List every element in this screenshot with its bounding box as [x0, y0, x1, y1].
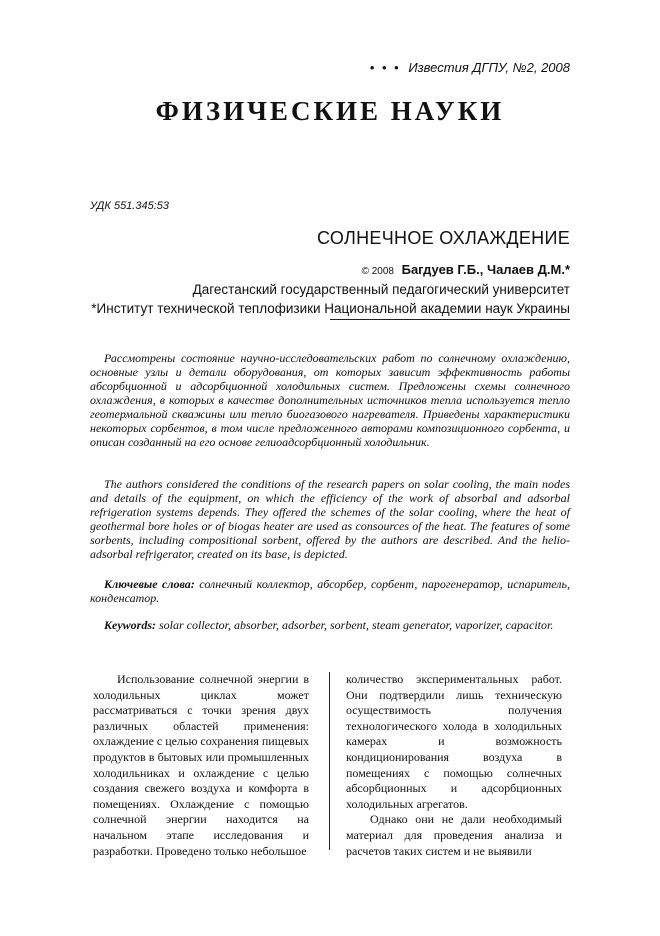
keywords-english-text: solar collector, absorber, adsorber, sorbent, steam generator, vaporizer, capacitor.	[156, 618, 554, 632]
body-paragraph: количество экспериментальных работ. Они подтвердили лишь техническую осуществимость получения технологического холода в холодильных камерах и возможность кондиционирования воздуха в помещениях с помощью солнечных абсорбционных и адсорбционных холодильных агрегатов.	[346, 672, 562, 811]
abstract-russian-text: Рассмотрены состояние научно-исследовательских работ по солнечному охлаждению, основные узлы и детали оборудования, от которых зависит эффективность работы абсорбционной и адсорбционной холодильных систем. Предложены схемы солнечного охлаждения, в которых в качестве дополнительных источников тепла используется тепло геотермальной скважины или тепло биогазового нагревателя. Приведены характеристики некоторых сорбентов, в том числе предложенного авторами композиционного сорбента, и описан созданный на его основе гелиоадсорбционный холодильник.	[90, 351, 570, 449]
keywords-russian-text: солнечный коллектор, абсорбер, сорбент, парогенератор, испаритель, конденсатор.	[90, 577, 570, 605]
udc-code: УДК 551.345:53	[90, 200, 170, 212]
body-column-right	[346, 672, 562, 859]
abstract-russian	[90, 351, 570, 449]
body-column-left	[93, 672, 309, 859]
running-head	[370, 60, 570, 75]
body-paragraph: Использование солнечной энергии в холодильных циклах может рассматриваться с точки зрения двух различных областей применения: охлаждение с целью сохранения пищевых продуктов в бытовых или промышленных холодильниках и охлаждение с целью создания свежего воздуха и комфорта в помещениях. Охлаждение с помощью солнечной энергии находится на начальном этапе исследования и разработки. Проведено только небольшое	[93, 672, 310, 858]
article-title: СОЛНЕЧНОЕ ОХЛАЖДЕНИЕ	[317, 228, 570, 248]
affiliation-2: *Институт технической теплофизики Национальной академии наук Украины	[91, 301, 570, 316]
keywords-english	[90, 618, 570, 632]
affiliation-1: Дагестанский государственный педагогический университет	[192, 282, 570, 297]
keywords-russian	[90, 577, 570, 605]
running-head-bullets: • • •	[369, 60, 401, 75]
copyright-notice: © 2008	[361, 266, 394, 277]
abstract-english	[90, 477, 570, 561]
journal-citation: Известия ДГПУ, №2, 2008	[408, 60, 570, 75]
keywords-english-label: Keywords:	[104, 618, 156, 632]
authors-line	[362, 262, 570, 277]
author-names: Багдуев Г.Б., Чалаев Д.М.*	[401, 262, 570, 277]
body-paragraph: Однако они не дали необходимый материал для проведения анализа и расчетов таких систем и не выявили	[346, 812, 562, 858]
column-divider	[329, 672, 330, 850]
section-title: ФИЗИЧЕСКИЕ НАУКИ	[155, 96, 505, 126]
affiliation-underline	[330, 319, 570, 320]
abstract-english-text: The authors considered the conditions of the research papers on solar cooling, the main nodes and details of the equipment, on which the efficiency of the work of absorbal and adsorbal refrigeration systems depends. They offered the schemes of the solar cooling, where the heat of geothermal bore holes or of biogas heater are used as consources of the heat. The features of some sorbents, including compositional sorbent, offered by the authors are described. And the helio-adsorbal refrigerator, created on its base, is depicted.	[90, 477, 570, 561]
keywords-russian-label: Ключевые слова:	[104, 577, 195, 591]
